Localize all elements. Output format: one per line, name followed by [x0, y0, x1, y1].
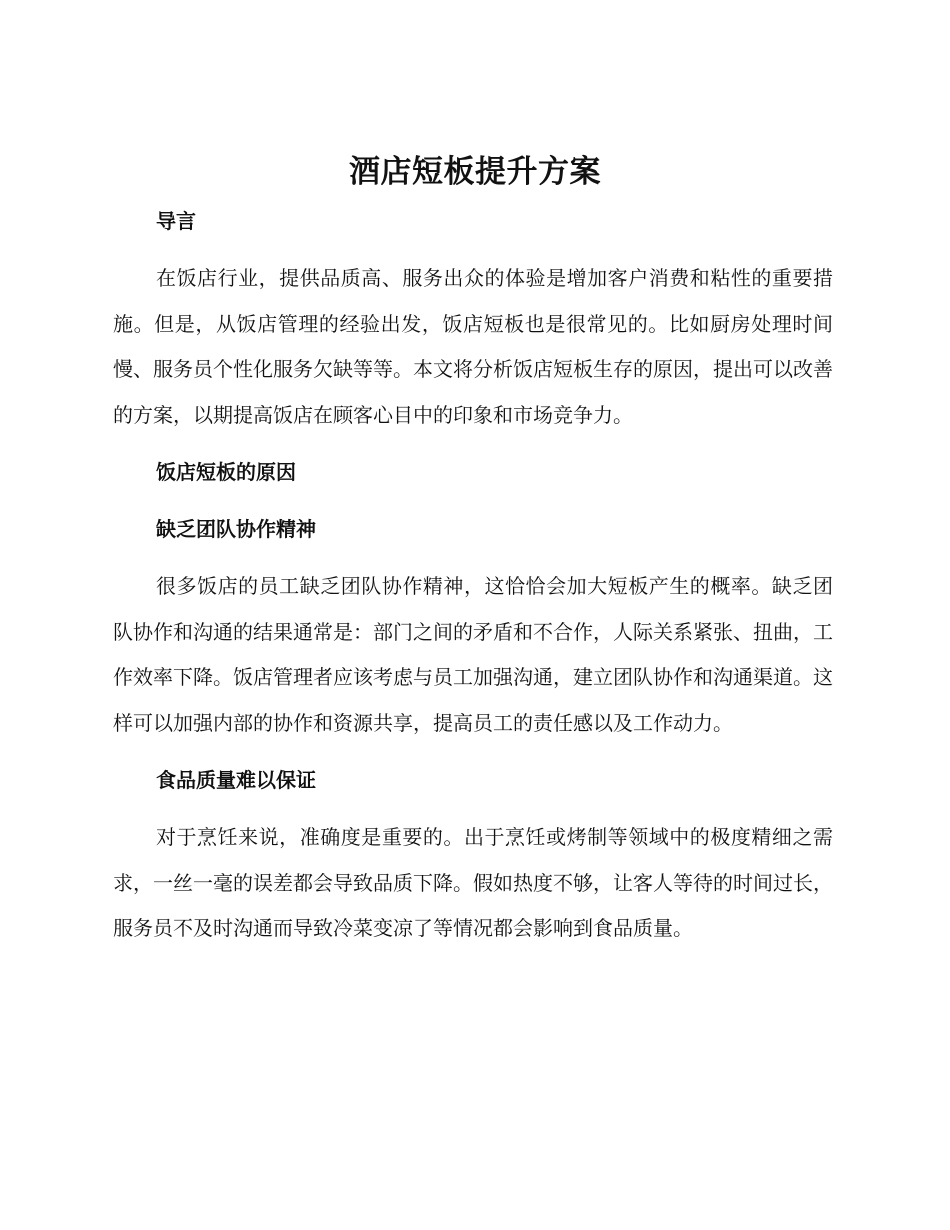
document-title: 酒店短板提升方案	[349, 154, 601, 190]
intro-paragraph: 在饭店行业，提供品质高、服务出众的体验是增加客户消费和粘性的重要措施。但是，从饭店管理的经验出发，饭店短板也是很常见的。比如厨房处理时间慢、服务员个性化服务欠缺等等。本文将分析饭店短板生存的原因，提出可以改善的方案，以期提高饭店在顾客心目中的印象和市场竞争力。	[113, 266, 833, 427]
intro-heading: 导言	[156, 209, 196, 233]
quality-paragraph: 对于烹饪来说，准确度是重要的。出于烹饪或烤制等领域中的极度精细之需求，一丝一毫的误差都会导致品质下降。假如热度不够，让客人等待的时间过长，服务员不及时沟通而导致冷菜变凉了等情况都会影响到食品质量。	[113, 825, 833, 940]
quality-heading: 食品质量难以保证	[156, 768, 316, 792]
teamwork-heading: 缺乏团队协作精神	[156, 517, 316, 541]
causes-heading: 饭店短板的原因	[156, 460, 296, 484]
document-body	[113, 199, 833, 952]
teamwork-paragraph: 很多饭店的员工缺乏团队协作精神，这恰恰会加大短板产生的概率。缺乏团队协作和沟通的结果通常是：部门之间的矛盾和不合作，人际关系紧张、扭曲，工作效率下降。饭店管理者应该考虑与员工加强沟通，建立团队协作和沟通渠道。这样可以加强内部的协作和资源共享，提高员工的责任感以及工作动力。	[113, 574, 833, 735]
